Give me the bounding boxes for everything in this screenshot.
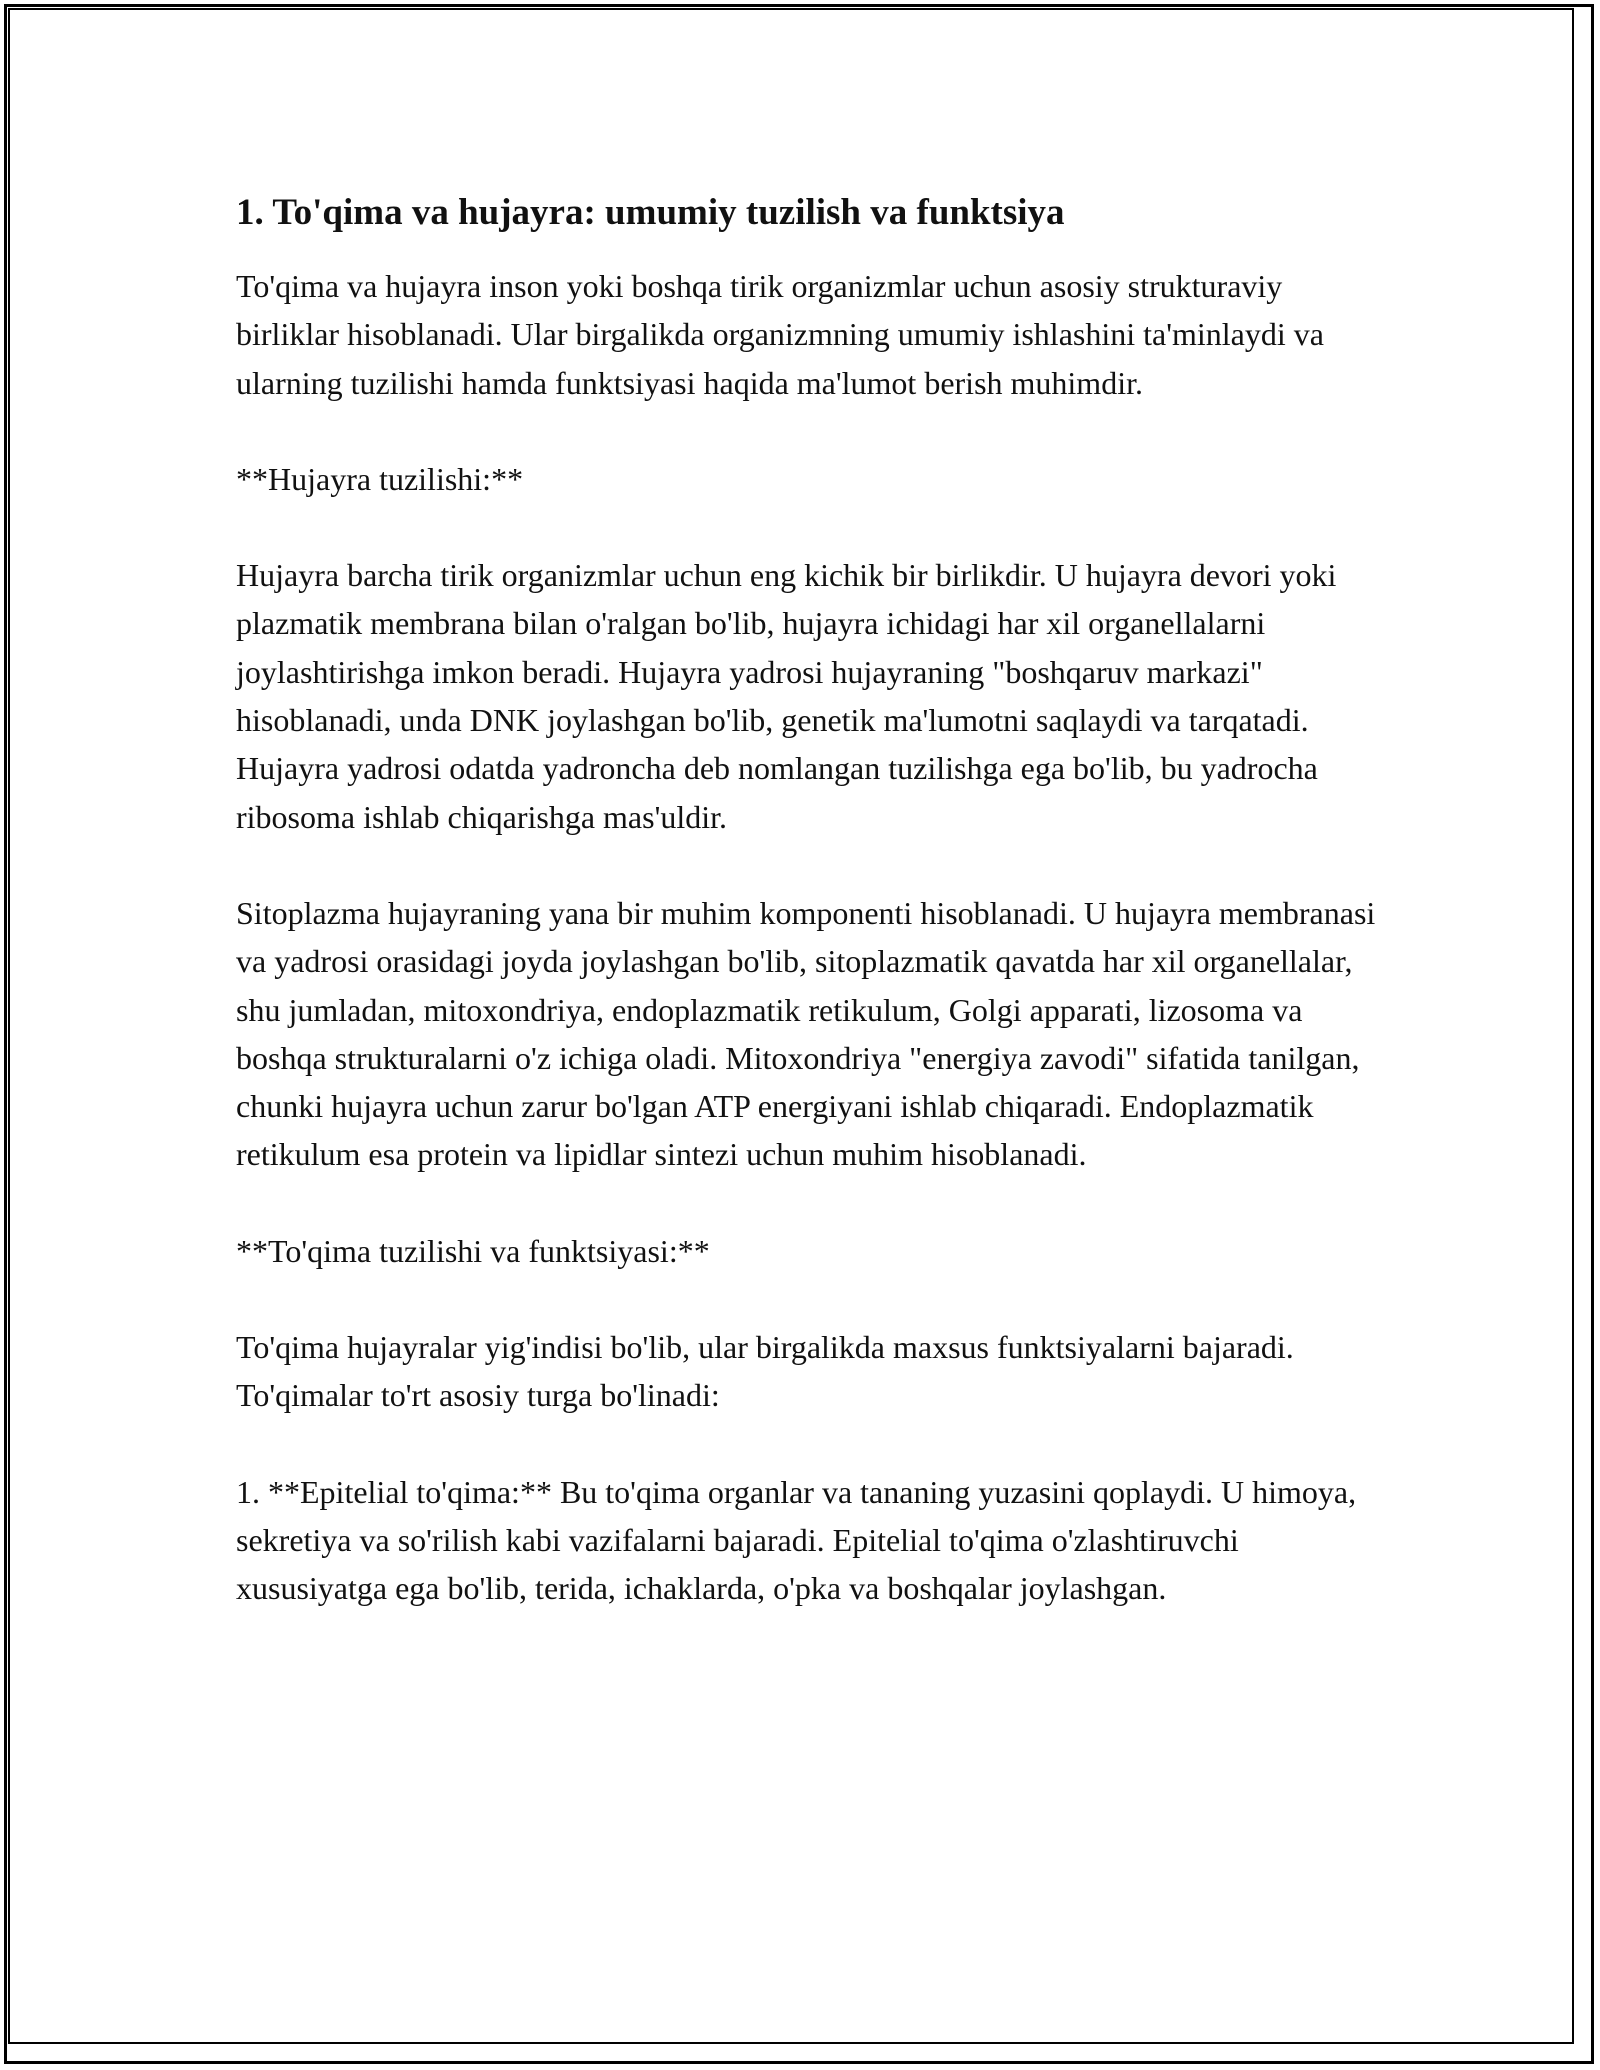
cell-structure-subheading: **Hujayra tuzilishi:** [236,460,524,497]
section-heading: 1. To'qima va hujayra: umumiy tuzilish va funktsiya [236,192,1065,233]
document-body [236,188,1386,1661]
tissue-intro-paragraph: To'qima hujayralar yig'indisi bo'lib, ular birgalikda maxsus funktsiyalarni bajaradi. To'qimalar to'rt asosiy turga bo'linadi: [236,1329,1294,1414]
tissue-structure-subheading: **To'qima tuzilishi va funktsiyasi:** [236,1232,710,1269]
epithelial-tissue-list-item: 1. **Epitelial to'qima:** Bu to'qima organlar va tananing yuzasini qoplaydi. U himoya, sekretiya va so'rilish kabi vazifalarni bajaradi. Epitelial to'qima o'zlashtiruvchi xususiyatga ega bo'lib, terida, ichaklarda, o'pka va boshqalar joylashgan. [236,1473,1357,1607]
intro-paragraph: To'qima va hujayra inson yoki boshqa tirik organizmlar uchun asosiy strukturaviy birliklar hisoblanadi. Ular birgalikda organizmning umumiy ishlashini ta'minlaydi va ularning tuzilishi hamda funktsiyasi haqida ma'lumot berish muhimdir. [236,268,1324,401]
cell-structure-paragraph: Hujayra barcha tirik organizmlar uchun eng kichik bir birlikdir. U hujayra devori yoki plazmatik membrana bilan o'ralgan bo'lib, hujayra ichidagi har xil organellalarni joylashtirishga imkon beradi. Hujayra yadrosi hujayraning "boshqaruv markazi" hisoblanadi, unda DNK joylashgan bo'lib, genetik ma'lumotni saqlaydi va tarqatadi. Hujayra yadrosi odatda yadroncha deb nomlangan tuzilishga ega bo'lib, bu yadrocha ribosoma ishlab chiqarishga mas'uldir. [236,557,1337,835]
cytoplasm-paragraph: Sitoplazma hujayraning yana bir muhim komponenti hisoblanadi. U hujayra membranasi va yadrosi orasidagi joyda joylashgan bo'lib, sitoplazmatik qavatda har xil organellalar, shu jumladan, mitoxondriya, endoplazmatik retikulum, Golgi apparati, lizosoma va boshqa strukturalarni o'z ichiga oladi. Mitoxondriya "energiya zavodi" sifatida tanilgan, chunki hujayra uchun zarur bo'lgan ATP energiyani ishlab chiqaradi. Endoplazmatik retikulum esa protein va lipidlar sintezi uchun muhim hisoblanadi. [236,894,1376,1173]
